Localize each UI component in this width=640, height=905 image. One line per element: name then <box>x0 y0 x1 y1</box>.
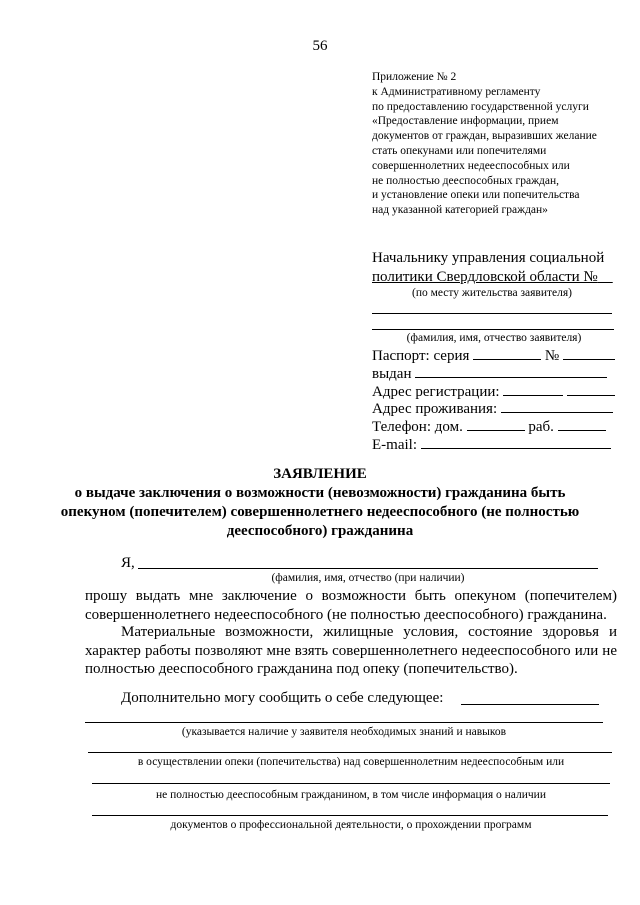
appendix-line: к Административному регламенту <box>372 85 541 98</box>
addressee-line2 <box>372 269 613 286</box>
blank-line[interactable] <box>372 313 612 314</box>
passport-number-field[interactable] <box>563 347 615 360</box>
additional-label: Дополнительно могу сообщить о себе следующее: <box>121 690 444 706</box>
fio-field[interactable] <box>138 568 598 569</box>
appendix-line: документов от граждан, выразивших желание <box>372 130 597 143</box>
reg-address-field-1[interactable] <box>503 383 563 396</box>
paragraph-conditions: Материальные возможности, жилищные условия, состояние здоровья и характер работы позволяют мне взять совершеннолетнего недееспособного или не полностью дееспособного гражданина под опеку (попечительство). <box>85 624 617 677</box>
blank-line[interactable] <box>88 752 612 753</box>
blank-line[interactable] <box>92 815 608 816</box>
appendix-line: по предоставлению государственной услуги <box>372 100 589 113</box>
i-label: Я, <box>121 555 135 571</box>
phone-row <box>372 418 606 436</box>
appendix-line: над указанной категорией граждан» <box>372 204 548 217</box>
paragraph-request: прошу выдать мне заключение о возможности быть опекуном (попечителем) совершеннолетнего недееспособного (не полностью дееспособного) гражданина. <box>85 588 617 623</box>
reg-address-label: Адрес регистрации: <box>372 384 500 400</box>
appendix-line: стать опекунами или попечителями <box>372 144 547 157</box>
reg-address-row <box>372 383 615 401</box>
name-note: (фамилия, имя, отчество заявителя) <box>406 332 582 344</box>
additional-field[interactable] <box>461 704 599 705</box>
blank-line[interactable] <box>92 783 610 784</box>
addressee-number-blank[interactable] <box>598 269 613 285</box>
email-label: E-mail: <box>372 437 417 453</box>
residence-note: (по месту жительства заявителя) <box>412 287 572 299</box>
blank-line[interactable] <box>372 329 614 330</box>
passport-row <box>372 347 615 365</box>
passport-series-field[interactable] <box>473 347 541 360</box>
note-line-2: в осуществлении опеки (попечительства) над совершеннолетним недееспособным или <box>137 756 565 768</box>
addressee-line1: Начальнику управления социальной <box>372 250 605 266</box>
issued-field[interactable] <box>415 365 607 378</box>
phone-work-field[interactable] <box>558 418 606 431</box>
appendix-header <box>372 70 597 218</box>
addressee-line2-text: политики Свердловской области № <box>372 269 598 285</box>
passport-no-label: № <box>544 348 560 364</box>
email-row <box>372 436 611 454</box>
appendix-line: не полностью дееспособных граждан, <box>372 174 560 187</box>
issued-row <box>372 365 607 383</box>
res-address-label: Адрес проживания: <box>372 401 498 417</box>
title-sub-1: о выдаче заключения о возможности (невозможности) гражданина быть <box>74 485 566 501</box>
note-line-1: (указывается наличие у заявителя необходимых знаний и навыков <box>181 726 507 738</box>
title-sub-3: дееспособного) гражданина <box>226 523 414 539</box>
document-title: ЗАЯВЛЕНИЕ <box>273 466 367 482</box>
passport-label: Паспорт: серия <box>372 348 470 364</box>
phone-home-field[interactable] <box>467 418 525 431</box>
appendix-line: Приложение № 2 <box>372 71 457 83</box>
email-field[interactable] <box>421 436 611 449</box>
note-line-4: документов о профессиональной деятельности, о прохождении программ <box>170 819 532 831</box>
appendix-line: и установление опеки или попечительства <box>372 189 580 202</box>
phone-home-label: Телефон: дом. <box>372 419 463 435</box>
appendix-line: «Предоставление информации, прием <box>372 115 559 128</box>
res-address-row <box>372 400 613 418</box>
fio-note: (фамилия, имя, отчество (при наличии) <box>271 572 465 584</box>
reg-address-field-2[interactable] <box>567 383 615 396</box>
issued-label: выдан <box>372 366 412 382</box>
appendix-line: совершеннолетних недееспособных или <box>372 159 570 172</box>
title-sub-2: опекуном (попечителем) совершеннолетнего недееспособного (не полностью <box>60 504 580 520</box>
note-line-3: не полностью дееспособным гражданином, в том числе информация о наличии <box>156 789 546 801</box>
blank-line[interactable] <box>85 722 603 723</box>
page-number: 56 <box>312 38 328 54</box>
res-address-field[interactable] <box>501 400 613 413</box>
phone-work-label: раб. <box>528 419 554 435</box>
